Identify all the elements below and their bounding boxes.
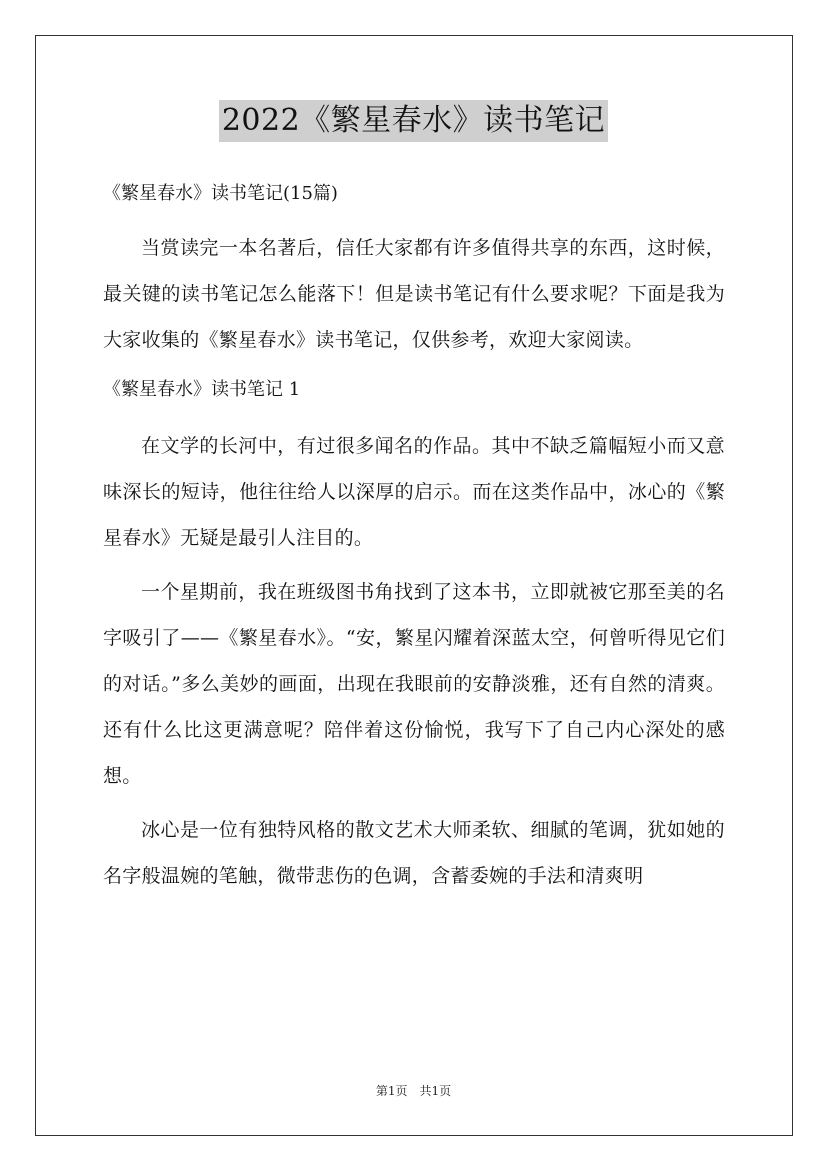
title-container xyxy=(0,100,827,142)
intro-paragraph: 当赏读完一本名著后，信任大家都有许多值得共享的东西，这时候，最关键的读书笔记怎么能落下！但是读书笔记有什么要求呢？下面是我为大家收集的《繁星春水》读书笔记，仅供参考，欢迎大家阅读。 xyxy=(103,237,725,351)
page-total: 共1页 xyxy=(419,1084,452,1098)
section-heading: 《繁星春水》读书笔记 1 xyxy=(103,379,301,400)
document-body xyxy=(103,175,725,907)
document-subtitle: 《繁星春水》读书笔记(15篇) xyxy=(103,183,338,204)
page-footer xyxy=(0,1083,827,1099)
body-paragraph: 一个星期前，我在班级图书角找到了这本书，立即就被它那至美的名字吸引了——《繁星春水》。“安，繁星闪耀着深蓝太空，何曾听得见它们的对话。”多么美妙的画面，出现在我眼前的安静淡雅，还有自然的清爽。还有什么比这更满意呢？陪伴着这份愉悦，我写下了自己内心深处的感想。 xyxy=(103,581,725,787)
document-title: 2022《繁星春水》读书笔记 xyxy=(219,100,608,142)
page-number: 第1页 xyxy=(375,1084,408,1098)
body-paragraph: 冰心是一位有独特风格的散文艺术大师柔软、细腻的笔调，犹如她的名字般温婉的笔触，微带悲伤的色调，含蓄委婉的手法和清爽明 xyxy=(103,819,725,887)
body-paragraph: 在文学的长河中，有过很多闻名的作品。其中不缺乏篇幅短小而又意味深长的短诗，他往往给人以深厚的启示。而在这类作品中，冰心的《繁星春水》无疑是最引人注目的。 xyxy=(103,435,725,549)
